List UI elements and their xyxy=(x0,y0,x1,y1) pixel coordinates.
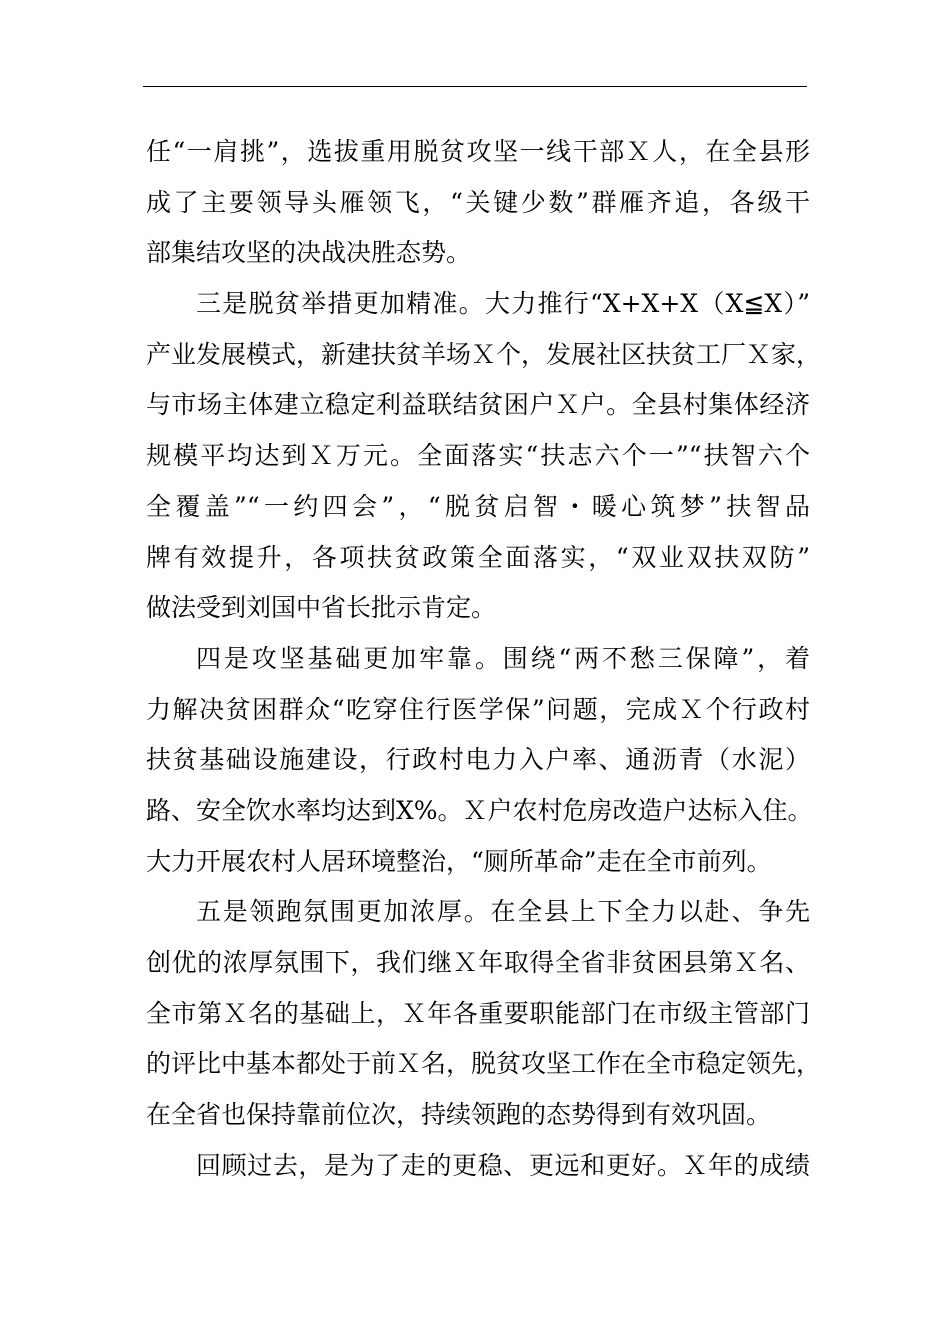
text-line: 与市场主体建立稳定利益联结贫困户Ｘ户。全县村集体经济 xyxy=(146,390,810,420)
text-line: 回顾过去，是为了走的更稳、更远和更好。Ｘ年的成绩 xyxy=(196,1150,810,1180)
text-line: 产业发展模式，新建扶贫羊场Ｘ个，发展社区扶贫工厂Ｘ家， xyxy=(146,339,822,369)
text-line: 在全省也保持靠前位次，持续领跑的态势得到有效巩固。 xyxy=(146,1100,772,1130)
text-line: 全市第Ｘ名的基础上，Ｘ年各重要职能部门在市级主管部门 xyxy=(146,998,810,1028)
text-line: 全覆盖”“一约四会”，“脱贫启智・暖心筑梦”扶智品 xyxy=(146,491,810,521)
header-rule xyxy=(143,86,807,87)
text-line: 牌有效提升，各项扶贫政策全面落实，“双业双扶双防” xyxy=(146,542,810,572)
text-line: 规模平均达到Ｘ万元。全面落实“扶志六个一”“扶智六个 xyxy=(146,441,810,471)
text-line: 大力开展农村人居环境整治，“厕所革命”走在全市前列。 xyxy=(146,846,772,876)
text-line: 成了主要领导头雁领飞，“关键少数”群雁齐追，各级干 xyxy=(146,187,810,217)
text-line: 扶贫基础设施建设，行政村电力入户率、通沥青（水泥） xyxy=(146,745,810,775)
text-line: 的评比中基本都处于前Ｘ名，脱贫攻坚工作在全市稳定领先， xyxy=(146,1049,822,1079)
text-line: 三是脱贫举措更加精准。大力推行“X+X+X（X≦X）” xyxy=(196,289,810,319)
text-line: 任“一肩挑”，选拔重用脱贫攻坚一线干部Ｘ人，在全县形 xyxy=(146,137,810,166)
text-line: 四是攻坚基础更加牢靠。围绕“两不愁三保障”，着 xyxy=(196,643,810,673)
text-line: 部集结攻坚的决战决胜态势。 xyxy=(146,238,472,268)
body-text xyxy=(146,127,822,1191)
text-line: 做法受到刘国中省长批示肯定。 xyxy=(146,593,497,623)
text-line: 创优的浓厚氛围下，我们继Ｘ年取得全省非贫困县第Ｘ名、 xyxy=(146,948,810,977)
text-line: 路、安全饮水率均达到X%。Ｘ户农村危房改造户达标入住。 xyxy=(146,795,813,825)
text-line: 五是领跑氛围更加浓厚。在全县上下全力以赴、争先 xyxy=(196,897,810,927)
text-line: 力解决贫困群众“吃穿住行医学保”问题，完成Ｘ个行政村 xyxy=(146,694,810,724)
